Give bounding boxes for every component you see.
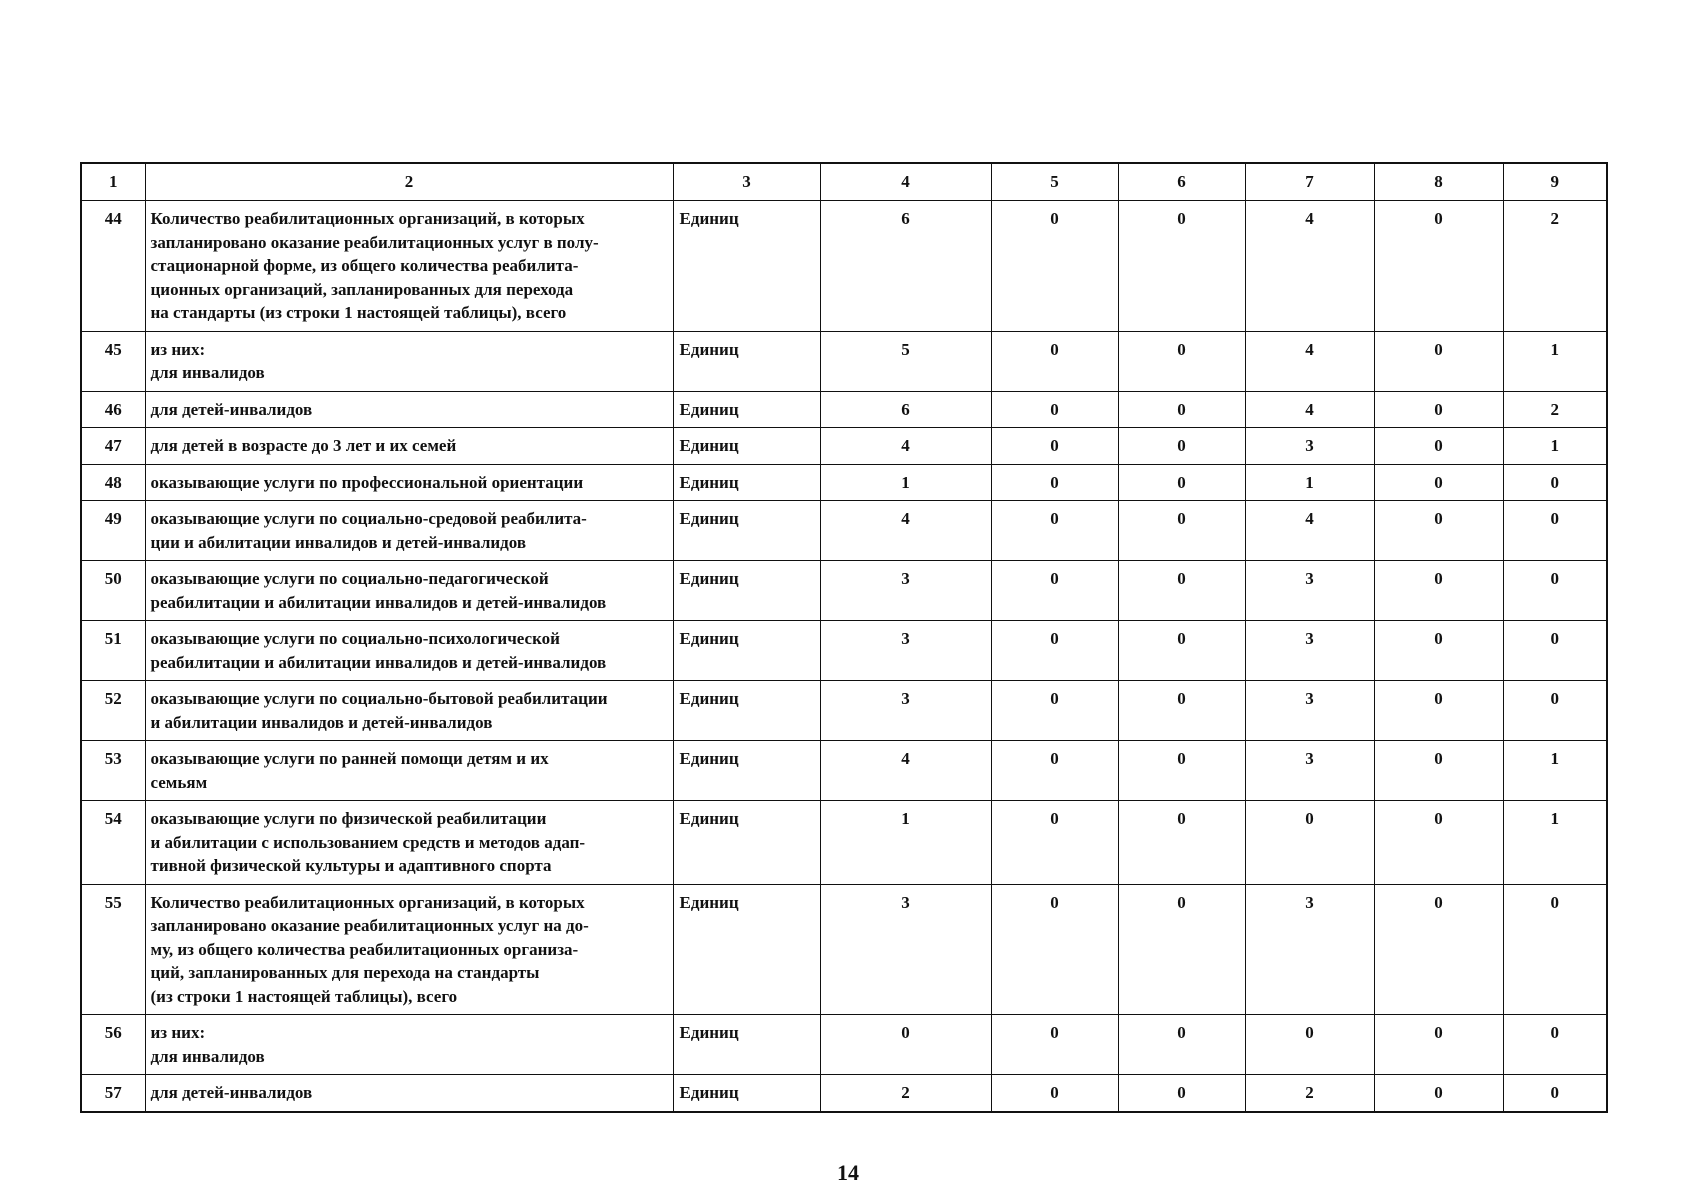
cell-value: 6	[820, 201, 991, 332]
row-number: 50	[81, 561, 145, 621]
column-header: 5	[991, 163, 1118, 201]
cell-value: 0	[991, 428, 1118, 465]
cell-value: 0	[1118, 1015, 1245, 1075]
cell-value: 0	[1374, 681, 1503, 741]
cell-value: 3	[820, 884, 991, 1015]
table-row	[81, 801, 1607, 885]
cell-value: 2	[1245, 1075, 1374, 1112]
cell-value: 3	[1245, 681, 1374, 741]
row-unit: Единиц	[673, 464, 820, 501]
cell-value: 0	[1374, 741, 1503, 801]
cell-value: 1	[820, 801, 991, 885]
row-description: оказывающие услуги по социально-бытовой реабилитации и абилитации инвалидов и детей-инвалидов	[145, 681, 673, 741]
row-unit: Единиц	[673, 391, 820, 428]
cell-value: 0	[1374, 331, 1503, 391]
row-number: 51	[81, 621, 145, 681]
cell-value: 3	[820, 681, 991, 741]
row-description: из них: для инвалидов	[145, 1015, 673, 1075]
cell-value: 0	[991, 561, 1118, 621]
cell-value: 4	[1245, 501, 1374, 561]
cell-value: 0	[1374, 501, 1503, 561]
row-description: для детей-инвалидов	[145, 1075, 673, 1112]
row-description: оказывающие услуги по социально-средовой реабилита- ции и абилитации инвалидов и детей-инвалидов	[145, 501, 673, 561]
cell-value: 0	[1374, 561, 1503, 621]
column-header: 9	[1503, 163, 1607, 201]
cell-value: 2	[1503, 391, 1607, 428]
row-unit: Единиц	[673, 1075, 820, 1112]
table-row	[81, 331, 1607, 391]
cell-value: 6	[820, 391, 991, 428]
row-description: для детей в возрасте до 3 лет и их семей	[145, 428, 673, 465]
row-number: 48	[81, 464, 145, 501]
cell-value: 1	[1503, 801, 1607, 885]
cell-value: 0	[991, 801, 1118, 885]
cell-value: 0	[1374, 464, 1503, 501]
cell-value: 0	[1503, 561, 1607, 621]
cell-value: 0	[1374, 428, 1503, 465]
cell-value: 0	[1503, 884, 1607, 1015]
cell-value: 0	[991, 391, 1118, 428]
row-number: 47	[81, 428, 145, 465]
row-number: 55	[81, 884, 145, 1015]
cell-value: 0	[991, 201, 1118, 332]
cell-value: 3	[1245, 741, 1374, 801]
row-number: 44	[81, 201, 145, 332]
cell-value: 0	[991, 1075, 1118, 1112]
row-description: оказывающие услуги по социально-психологической реабилитации и абилитации инвалидов и детей-инвалидов	[145, 621, 673, 681]
cell-value: 3	[820, 561, 991, 621]
row-number: 54	[81, 801, 145, 885]
row-number: 52	[81, 681, 145, 741]
cell-value: 0	[991, 1015, 1118, 1075]
row-number: 53	[81, 741, 145, 801]
row-number: 46	[81, 391, 145, 428]
table-row	[81, 741, 1607, 801]
cell-value: 0	[1118, 201, 1245, 332]
cell-value: 4	[1245, 391, 1374, 428]
cell-value: 0	[1118, 501, 1245, 561]
row-number: 45	[81, 331, 145, 391]
table-row	[81, 1075, 1607, 1112]
column-header: 1	[81, 163, 145, 201]
cell-value: 4	[1245, 331, 1374, 391]
cell-value: 3	[820, 621, 991, 681]
row-unit: Единиц	[673, 801, 820, 885]
cell-value: 0	[1118, 801, 1245, 885]
table-row	[81, 201, 1607, 332]
row-description: оказывающие услуги по социально-педагогической реабилитации и абилитации инвалидов и детей-инвалидов	[145, 561, 673, 621]
column-header: 4	[820, 163, 991, 201]
row-description: для детей-инвалидов	[145, 391, 673, 428]
table-row	[81, 391, 1607, 428]
cell-value: 3	[1245, 561, 1374, 621]
row-number: 56	[81, 1015, 145, 1075]
row-description: оказывающие услуги по профессиональной ориентации	[145, 464, 673, 501]
cell-value: 3	[1245, 621, 1374, 681]
column-header: 2	[145, 163, 673, 201]
cell-value: 0	[1118, 741, 1245, 801]
row-description: оказывающие услуги по ранней помощи детям и их семьям	[145, 741, 673, 801]
cell-value: 0	[1118, 621, 1245, 681]
cell-value: 0	[991, 741, 1118, 801]
cell-value: 0	[1374, 1015, 1503, 1075]
table-row	[81, 884, 1607, 1015]
cell-value: 0	[1245, 801, 1374, 885]
cell-value: 5	[820, 331, 991, 391]
cell-value: 1	[1503, 741, 1607, 801]
row-description: из них: для инвалидов	[145, 331, 673, 391]
row-unit: Единиц	[673, 681, 820, 741]
table-row	[81, 1015, 1607, 1075]
cell-value: 0	[991, 884, 1118, 1015]
cell-value: 1	[820, 464, 991, 501]
cell-value: 0	[1503, 681, 1607, 741]
cell-value: 4	[820, 741, 991, 801]
row-unit: Единиц	[673, 561, 820, 621]
row-unit: Единиц	[673, 201, 820, 332]
cell-value: 0	[1118, 561, 1245, 621]
cell-value: 0	[1503, 1075, 1607, 1112]
header-row	[81, 163, 1607, 201]
row-unit: Единиц	[673, 331, 820, 391]
table-row	[81, 464, 1607, 501]
column-header: 7	[1245, 163, 1374, 201]
cell-value: 0	[1374, 1075, 1503, 1112]
cell-value: 4	[820, 428, 991, 465]
cell-value: 0	[1503, 1015, 1607, 1075]
row-number: 49	[81, 501, 145, 561]
cell-value: 0	[1374, 391, 1503, 428]
table-row	[81, 428, 1607, 465]
row-unit: Единиц	[673, 1015, 820, 1075]
table-row	[81, 621, 1607, 681]
row-unit: Единиц	[673, 501, 820, 561]
cell-value: 0	[991, 464, 1118, 501]
cell-value: 4	[820, 501, 991, 561]
table-row	[81, 681, 1607, 741]
row-description: оказывающие услуги по физической реабилитации и абилитации с использованием средств и методов адап- тивной физической культуры и адаптивного спорта	[145, 801, 673, 885]
cell-value: 0	[820, 1015, 991, 1075]
cell-value: 0	[1503, 464, 1607, 501]
cell-value: 4	[1245, 201, 1374, 332]
cell-value: 2	[820, 1075, 991, 1112]
cell-value: 0	[1118, 331, 1245, 391]
cell-value: 1	[1503, 428, 1607, 465]
row-number: 57	[81, 1075, 145, 1112]
row-unit: Единиц	[673, 884, 820, 1015]
cell-value: 0	[991, 501, 1118, 561]
page-number: 14	[837, 1160, 859, 1185]
cell-value: 0	[1245, 1015, 1374, 1075]
table-row	[81, 501, 1607, 561]
cell-value: 0	[1374, 801, 1503, 885]
row-unit: Единиц	[673, 621, 820, 681]
column-header: 6	[1118, 163, 1245, 201]
cell-value: 0	[1374, 884, 1503, 1015]
cell-value: 1	[1503, 331, 1607, 391]
cell-value: 3	[1245, 884, 1374, 1015]
cell-value: 0	[1118, 681, 1245, 741]
cell-value: 0	[1503, 501, 1607, 561]
cell-value: 0	[1374, 621, 1503, 681]
cell-value: 0	[1118, 1075, 1245, 1112]
cell-value: 0	[991, 681, 1118, 741]
column-header: 8	[1374, 163, 1503, 201]
cell-value: 1	[1245, 464, 1374, 501]
cell-value: 0	[1118, 884, 1245, 1015]
cell-value: 0	[1118, 464, 1245, 501]
cell-value: 0	[1503, 621, 1607, 681]
row-description: Количество реабилитационных организаций, в которых запланировано оказание реабилитационных услуг в полу- стационарной форме, из общего количества реабилита- ционных организаций, запланированных для перехода на стандарты (из строки 1 настоящей таблицы), всего	[145, 201, 673, 332]
cell-value: 0	[991, 331, 1118, 391]
cell-value: 0	[1374, 201, 1503, 332]
cell-value: 0	[1118, 428, 1245, 465]
cell-value: 0	[1118, 391, 1245, 428]
row-description: Количество реабилитационных организаций, в которых запланировано оказание реабилитационных услуг на до- му, из общего количества реабилитационных организа- ций, запланированных для перехода на стандарты (из строки 1 настоящей таблицы), всего	[145, 884, 673, 1015]
row-unit: Единиц	[673, 741, 820, 801]
data-table	[80, 162, 1608, 1113]
row-unit: Единиц	[673, 428, 820, 465]
cell-value: 3	[1245, 428, 1374, 465]
table-row	[81, 561, 1607, 621]
cell-value: 2	[1503, 201, 1607, 332]
column-header: 3	[673, 163, 820, 201]
cell-value: 0	[991, 621, 1118, 681]
